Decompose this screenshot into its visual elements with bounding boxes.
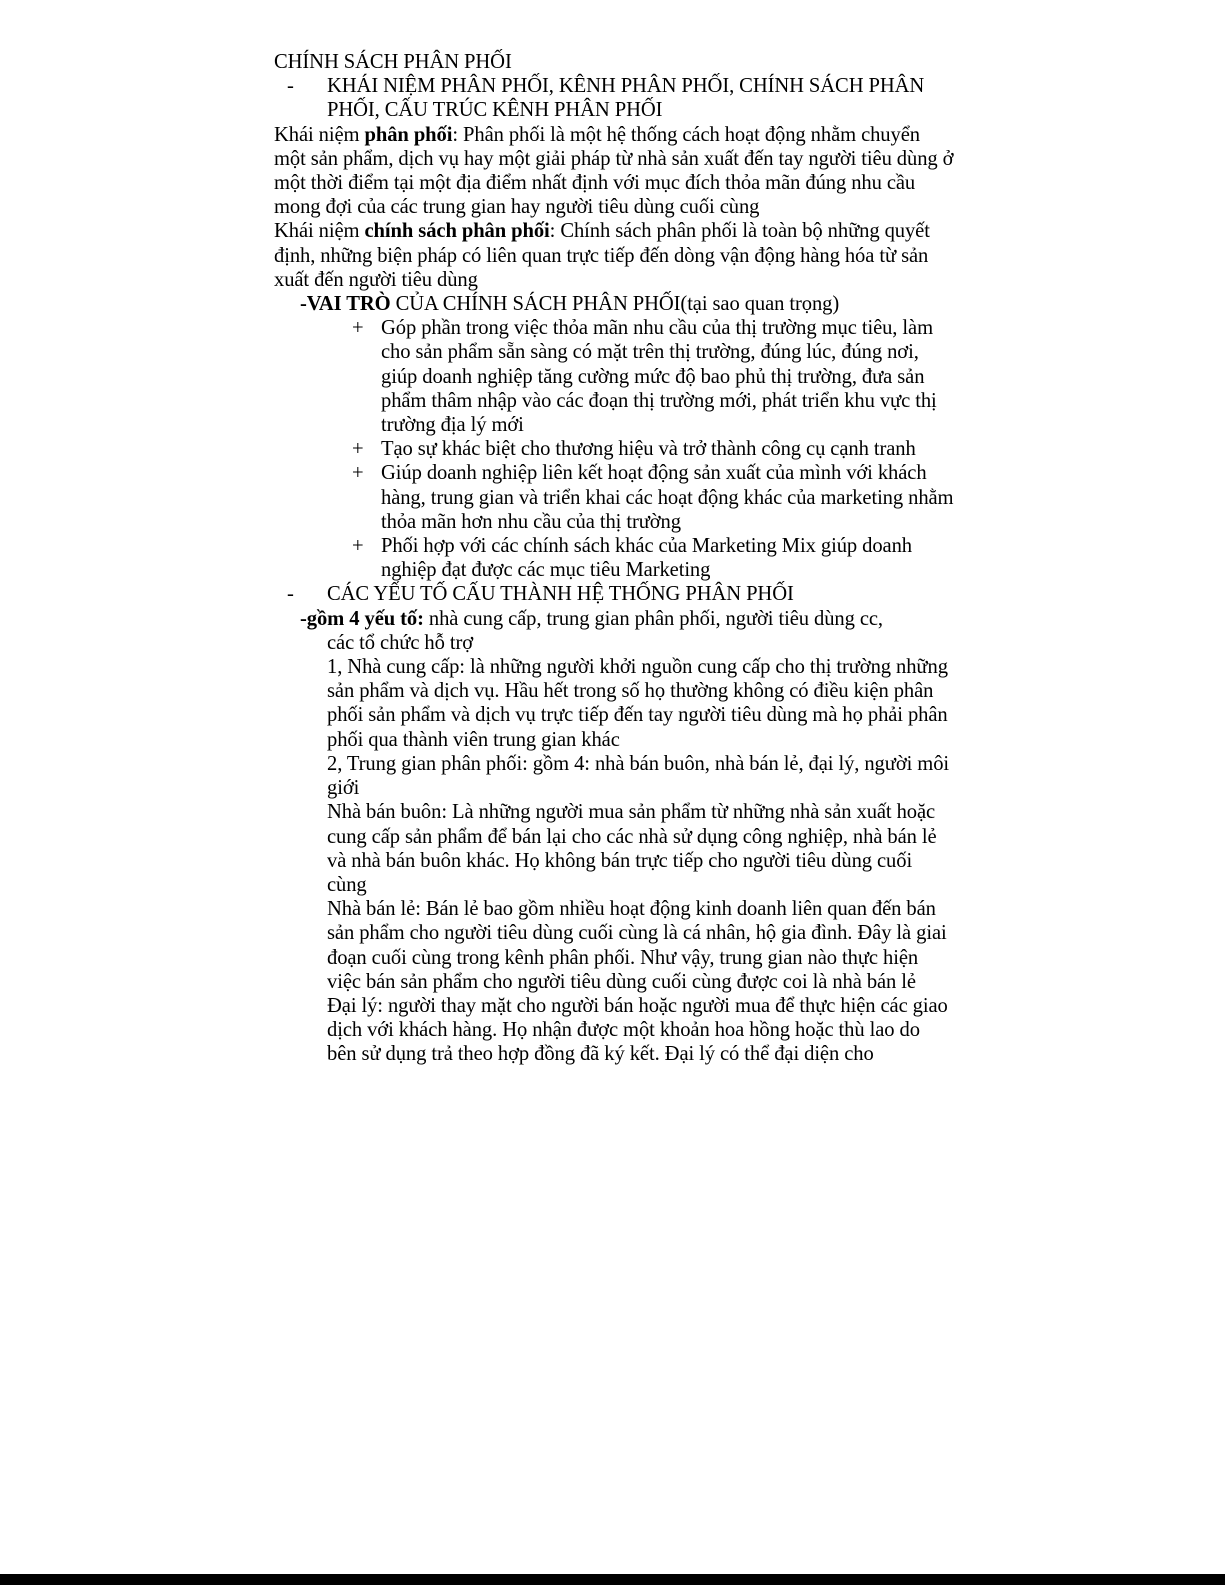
dash-marker: - bbox=[287, 583, 294, 606]
definition-body: : Phân phối là một hệ thống cách hoạt động nhằm chuyển một sản phẩm, dịch vụ hay một giải pháp từ nhà sản xuất đến tay người tiêu dùng ở một thời điểm tại một địa điểm nhất định với mục đích thỏa mãn đúng nhu cầu mong đợi của các trung gian hay người tiêu dùng cuối cùng bbox=[274, 123, 954, 219]
dash-marker: - bbox=[287, 75, 294, 98]
paragraph-supplier: 1, Nhà cung cấp: là những người khởi nguồn cung cấp cho thị trường những sản phẩm và dịch vụ. Hầu hết trong số họ thường không có điều kiện phân phối sản phẩm và dịch vụ trực tiếp đến tay người tiêu dùng mà họ phải phân phối qua thành viên trung gian khác bbox=[327, 656, 948, 751]
plus-marker: + bbox=[352, 535, 364, 558]
section-heading-text: KHÁI NIỆM PHÂN PHỐI, KÊNH PHÂN PHỐI, CHÍNH SÁCH PHÂN PHỐI, CẤU TRÚC KÊNH PHÂN PHỐI bbox=[327, 75, 925, 122]
definition-body: : Chính sách phân phối là toàn bộ những quyết định, những biện pháp có liên quan trực tiếp đến dòng vận động hàng hóa từ sản xuất đến người tiêu dùng bbox=[274, 220, 930, 291]
definition-term: chính sách phân phối bbox=[364, 220, 550, 243]
paragraph-intermediary: 2, Trung gian phân phối: gồm 4: nhà bán buôn, nhà bán lẻ, đại lý, người môi giới bbox=[327, 752, 950, 800]
definition-prefix: Khái niệm bbox=[274, 220, 365, 243]
components-first-line: nhà cung cấp, trung gian phân phối, người tiêu dùng cc, bbox=[423, 607, 883, 630]
paragraph-wholesaler: Nhà bán buôn: Là những người mua sản phẩm từ những nhà sản xuất hoặc cung cấp sản phẩm để bán lại cho các nhà sử dụng công nghiệp, nhà bán lẻ và nhà bán buôn khác. Họ không bán trực tiếp cho người tiêu dùng cuối cùng bbox=[327, 801, 937, 896]
definition-distribution-policy bbox=[274, 219, 954, 292]
components-continuation: các tổ chức hỗ trợ bbox=[327, 631, 474, 654]
plus-marker: + bbox=[352, 462, 364, 485]
definition-term: phân phối bbox=[364, 123, 453, 146]
section-heading-role bbox=[274, 292, 954, 316]
list-item-text: Phối hợp với các chính sách khác của Marketing Mix giúp doanh nghiệp đạt được các mục tiêu Marketing bbox=[381, 535, 912, 582]
list-item-text: Giúp doanh nghiệp liên kết hoạt động sản xuất của mình với khách hàng, trung gian và triển khai các hoạt động khác của marketing nhằm thỏa mãn hơn nhu cầu của thị trường bbox=[381, 462, 954, 533]
section-heading-concepts bbox=[274, 74, 954, 122]
section-heading-components bbox=[274, 582, 954, 606]
document-body bbox=[274, 50, 954, 1067]
list-item-text: Tạo sự khác biệt cho thương hiệu và trở thành công cụ cạnh tranh bbox=[381, 438, 916, 461]
list-item bbox=[274, 316, 954, 437]
list-item bbox=[274, 437, 954, 461]
components-bold: -gồm 4 yếu tố: bbox=[300, 607, 424, 630]
list-item bbox=[274, 461, 954, 534]
role-heading-bold: -VAI TRÒ bbox=[300, 293, 391, 316]
paragraph-agent: Đại lý: người thay mặt cho người bán hoặc người mua để thực hiện các giao dịch với khách hàng. Họ nhận được một khoản hoa hồng hoặc thù lao do bên sử dụng trả theo hợp đồng đã ký kết. Đại lý có thể đại diện cho bbox=[327, 994, 948, 1066]
document-title: CHÍNH SÁCH PHÂN PHỐI bbox=[274, 51, 512, 73]
paragraph-retailer: Nhà bán lẻ: Bán lẻ bao gồm nhiều hoạt động kinh doanh liên quan đến bán sản phẩm cho người tiêu dùng cuối cùng là cá nhân, hộ gia đình. Đây là giai đoạn cuối cùng trong kênh phân phối. Như vậy, trung gian nào thực hiện việc bán sản phẩm cho người tiêu dùng cuối cùng được coi là nhà bán lẻ bbox=[327, 898, 947, 993]
plus-marker: + bbox=[352, 317, 364, 340]
list-item-text: Góp phần trong việc thỏa mãn nhu cầu của thị trường mục tiêu, làm cho sản phẩm sẵn sàng có mặt trên thị trường, đúng lúc, đúng nơi, giúp doanh nghiệp tăng cường mức độ bao phủ thị trường, đưa sản phẩm thâm nhập vào các đoạn thị trường mới, phát triển khu vực thị trường địa lý mới bbox=[381, 317, 937, 437]
list-item bbox=[274, 534, 954, 582]
section-heading-text: CÁC YẾU TỐ CẤU THÀNH HỆ THỐNG PHÂN PHỐI bbox=[327, 583, 794, 606]
role-heading-rest: CỦA CHÍNH SÁCH PHÂN PHỐI(tại sao quan trọng) bbox=[390, 293, 840, 316]
scan-bottom-edge bbox=[0, 1574, 1225, 1585]
plus-marker: + bbox=[352, 438, 364, 461]
components-summary bbox=[274, 607, 954, 655]
definition-distribution bbox=[274, 123, 954, 220]
definition-prefix: Khái niệm bbox=[274, 123, 365, 146]
